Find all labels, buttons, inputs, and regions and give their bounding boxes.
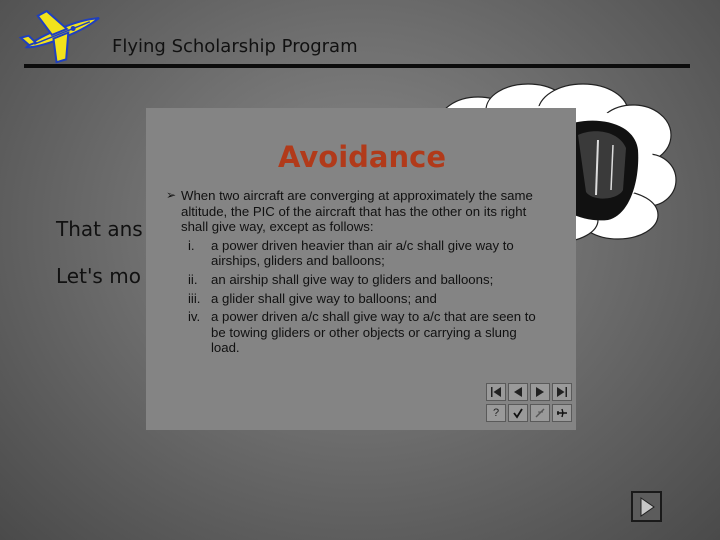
slide-text-line-1: That ans: [56, 217, 143, 241]
next-slide-button[interactable]: [631, 491, 662, 522]
list-item-number: ii.: [188, 271, 198, 287]
list-item: [166, 272, 536, 288]
first-icon: [490, 386, 502, 398]
next-button[interactable]: [530, 383, 550, 401]
overlay-title: Avoidance: [277, 140, 446, 174]
list-item: [166, 309, 536, 356]
header-title: Flying Scholarship Program: [112, 36, 358, 57]
aircraft-button[interactable]: [552, 404, 572, 422]
list-item-text: a glider shall give way to balloons; and: [211, 290, 437, 306]
list-item-number: iii.: [188, 290, 201, 306]
slide-text-line-2: Let's mo: [56, 264, 141, 288]
last-icon: [556, 386, 568, 398]
list-item-number: i.: [188, 237, 195, 253]
pen-button[interactable]: [530, 404, 550, 422]
help-button[interactable]: [486, 404, 506, 422]
previous-icon: [512, 386, 524, 398]
list-item-text: a power driven a/c shall give way to a/c that are seen to be towing gliders or other objects or carrying a slung load.: [211, 309, 536, 356]
airplane-logo-icon: [12, 2, 112, 64]
header-divider: [24, 64, 690, 68]
aircraft-icon: [556, 407, 568, 419]
next-icon: [534, 386, 546, 398]
navigation-controls: [486, 383, 572, 425]
check-icon: [512, 407, 524, 419]
help-icon: ?: [492, 406, 500, 419]
play-icon: [637, 496, 657, 518]
rule-intro-text: When two aircraft are converging at approximately the same altitude, the PIC of the aircraft that has the other on its right shall give way, except as follows:: [181, 188, 533, 235]
list-item: [166, 291, 536, 307]
rule-body: [166, 188, 536, 359]
list-item-number: iv.: [188, 309, 201, 325]
pen-icon: [534, 407, 546, 419]
check-button[interactable]: [508, 404, 528, 422]
last-button[interactable]: [552, 383, 572, 401]
arrow-bullet-icon: ➢: [166, 188, 177, 202]
overlay-title-wrap: [0, 140, 720, 174]
previous-button[interactable]: [508, 383, 528, 401]
list-item-text: an airship shall give way to gliders and balloons;: [211, 271, 494, 287]
list-item: [166, 238, 536, 269]
list-item-text: a power driven heavier than air a/c shall give way to airships, gliders and balloons;: [211, 237, 514, 269]
first-button[interactable]: [486, 383, 506, 401]
exceptions-list: [166, 238, 536, 356]
rule-intro: [166, 188, 536, 235]
